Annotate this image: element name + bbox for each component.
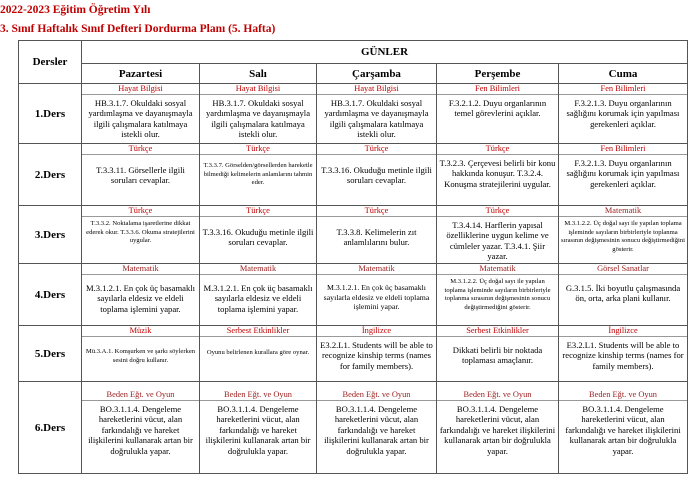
lesson-cell [559, 144, 688, 206]
objective-text: Oyunu belirlenen kurallara göre oynar. [206, 349, 310, 356]
row-label: 2.Ders [19, 144, 82, 206]
row-label: 6.Ders [19, 382, 82, 474]
lesson-cell [317, 326, 437, 382]
weekly-plan-table [18, 40, 688, 474]
lesson-cell [437, 326, 559, 382]
subject-label: Hayat Bilgisi [200, 84, 316, 95]
subject-label: Matematik [200, 264, 316, 275]
lesson-cell [200, 144, 317, 206]
subject-label: Serbest Etkinlikler [200, 326, 316, 337]
subject-label: Türkçe [317, 144, 436, 155]
subject-label: Matematik [82, 264, 199, 275]
objective-text: T.3.4.14. Harflerin yapısal özelliklerine uygun kelime ve cümleler yazar. T.3.4.1. Şiir yazar. [446, 220, 549, 262]
row-label: 4.Ders [19, 264, 82, 326]
table-row [19, 84, 688, 144]
table-row [19, 326, 688, 382]
objective-text: BO.3.1.1.4. Dengeleme hareketlerini vücut, alan farkındalığı ve hareket ilişkilerini kullanarak artan bir doğrulukla yapar. [324, 404, 429, 456]
subject-label: Türkçe [200, 206, 316, 217]
lesson-cell [559, 382, 688, 474]
objective-text: T.3.2.3. Çerçevesi belirli bir konu hakkında konuşur. T.3.2.4. Konuşma stratejilerini uygular. [439, 158, 556, 189]
subject-label: Beden Eğt. ve Oyun [437, 390, 558, 401]
subject-label: Serbest Etkinlikler [437, 326, 558, 337]
objective-text: HB.3.1.7. Okuldaki sosyal yardımlaşma ve dayanışmayla ilgili çalışmalara katılmaya istekli olur. [88, 98, 193, 140]
objective-text: T.3.3.11. Görsellerle ilgili soruları cevaplar. [96, 165, 185, 186]
objective-text: G.3.1.5. İki boyutlu çalışmasında ön, orta, arka plani kullanır. [565, 283, 681, 304]
column-header-gunler: GÜNLER [82, 41, 688, 64]
row-label: 1.Ders [19, 84, 82, 144]
lesson-cell [317, 382, 437, 474]
subject-label: Beden Eğt. ve Oyun [317, 390, 436, 401]
lesson-cell [317, 206, 437, 264]
subject-label: Türkçe [437, 144, 558, 155]
subject-label: Türkçe [200, 144, 316, 155]
objective-text: M.3.1.2.1. En çok üç basamaklı sayılarla eldesiz ve eldeli toplama işlemini yapar. [203, 283, 313, 314]
subject-label: Beden Eğt. ve Oyun [200, 390, 316, 401]
lesson-cell [317, 264, 437, 326]
objective-text: F.3.2.1.3. Duyu organlarının sağlığını korumak için yapılması gerekenleri açıklar. [566, 98, 680, 129]
objective-text: T.3.3.2. Noktalama işaretlerine dikkat ederek okur. T.3.3.6. Okuma stratejilerini uygular. [86, 220, 195, 245]
lesson-cell [82, 382, 200, 474]
objective-text: Dikkati belirli bir noktada toplaması amaçlanır. [452, 345, 543, 366]
subject-label: Müzik [82, 326, 199, 337]
day-header-sali: Salı [200, 64, 317, 84]
lesson-cell [200, 84, 317, 144]
objective-text: T.3.3.16. Okuduğu metinle ilgili soruları cevaplar. [202, 227, 314, 248]
objective-text: T.3.3.16. Okuduğu metinle ilgili soruları cevaplar. [321, 165, 432, 186]
subject-label: Türkçe [82, 144, 199, 155]
subject-label: Türkçe [82, 206, 199, 217]
day-header-persembe: Perşembe [437, 64, 559, 84]
subject-label: Beden Eğt. ve Oyun [82, 390, 199, 401]
document-title: 2022-2023 Eğitim Öğretim Yılı [0, 4, 151, 16]
objective-text: M.3.1.2.2. Üç doğal sayı ile yapılan toplama işleminde sayıların birbirleriyle toplanma sırasının değişmesinin sonucu değiştirmediğini gösterir. [444, 278, 551, 311]
table-row [19, 206, 688, 264]
table-row [19, 382, 688, 474]
table-row [19, 264, 688, 326]
row-label: 5.Ders [19, 326, 82, 382]
lesson-cell [437, 264, 559, 326]
lesson-cell [82, 326, 200, 382]
subject-label: Hayat Bilgisi [82, 84, 199, 95]
objective-text: BO.3.1.1.4. Dengeleme hareketlerini vücut, alan farkındalığı ve hareket ilişkilerini kullanarak artan bir doğrulukla yapar. [205, 404, 311, 456]
lesson-cell [200, 326, 317, 382]
lesson-cell [559, 84, 688, 144]
lesson-cell [559, 206, 688, 264]
subject-label: Türkçe [437, 206, 558, 217]
subject-label: Hayat Bilgisi [317, 84, 436, 95]
row-label: 3.Ders [19, 206, 82, 264]
subject-label: Türkçe [317, 206, 436, 217]
subject-label: İngilizce [559, 326, 687, 337]
subject-label: Fen Bilimleri [559, 84, 687, 95]
objective-text: HB.3.1.7. Okuldaki sosyal yardımlaşma ve dayanışmayla ilgili çalışmalara katılmaya istekli olur. [324, 98, 429, 140]
column-header-dersler: Dersler [19, 41, 82, 84]
lesson-cell [437, 206, 559, 264]
lesson-cell [200, 264, 317, 326]
objective-text: BO.3.1.1.4. Dengeleme hareketlerini vücut, alan farkındalığı ve hareket ilişkilerini kullanarak artan bir doğrulukla yapar. [88, 404, 193, 456]
lesson-cell [437, 144, 559, 206]
lesson-cell [559, 264, 688, 326]
day-header-pazartesi: Pazartesi [82, 64, 200, 84]
lesson-cell [82, 144, 200, 206]
day-header-cuma: Cuma [559, 64, 688, 84]
lesson-cell [82, 206, 200, 264]
objective-text: E3.2.L1. Students will be able to recognize kinship terms (names for family members). [320, 340, 433, 371]
subject-label: Fen Bilimleri [437, 84, 558, 95]
lesson-cell [559, 326, 688, 382]
lesson-cell [200, 206, 317, 264]
table-row [19, 144, 688, 206]
lesson-cell [437, 84, 559, 144]
lesson-cell [437, 382, 559, 474]
day-header-carsamba: Çarşamba [317, 64, 437, 84]
subject-label: Fen Bilimleri [559, 144, 687, 155]
objective-text: HB.3.1.7. Okuldaki sosyal yardımlaşma ve dayanışmayla ilgili çalışmalara katılmaya istekli olur. [205, 98, 311, 140]
subject-label: Görsel Sanatlar [559, 264, 687, 275]
subject-label: İngilizce [317, 326, 436, 337]
objective-text: F.3.2.1.3. Duyu organlarının sağlığını korumak için yapılması gerekenleri açıklar. [566, 158, 680, 189]
lesson-cell [200, 382, 317, 474]
subject-label: Matematik [317, 264, 436, 275]
subject-label: Matematik [559, 206, 687, 217]
objective-text: M.3.1.2.1. En çok üç basamaklı sayılarla eldesiz ve eldeli toplama işlemini yapar. [85, 283, 196, 314]
subject-label: Matematik [437, 264, 558, 275]
objective-text: T.3.3.8. Kelimelerin zıt anlamlılarını bulur. [336, 227, 417, 248]
objective-text: E3.2.L1. Students will be able to recognize kinship terms (names for family members). [562, 340, 684, 371]
objective-text: M.3.1.2.1. En çok üç basamaklı sayılarla eldesiz ve eldeli toplama işlemini yapar. [323, 283, 430, 312]
objective-text: T.3.3.7. Görselden/görsellerden hareketle bilmediği kelimelerin anlamlarını tahmin eder. [203, 162, 313, 187]
lesson-cell [317, 144, 437, 206]
objective-text: M.3.1.2.2. Üç doğal sayı ile yapılan toplama işleminde sayıların birbirleriyle toplanma sırasının değişmesinin sonucu değiştirmediğini gösterir. [561, 220, 685, 253]
objective-text: F.3.2.1.2. Duyu organlarının temel görevlerini açıklar. [448, 98, 547, 119]
subject-label: Beden Eğt. ve Oyun [559, 390, 687, 401]
objective-text: BO.3.1.1.4. Dengeleme hareketlerini vücut, alan farkındalığı ve hareket ilişkilerini kullanarak artan bir doğrulukla yapar. [439, 404, 556, 456]
objective-text: BO.3.1.1.4. Dengeleme hareketlerini vücut, alan farkındalığı ve hareket ilişkilerini kullanarak artan bir doğrulukla yapar. [565, 404, 681, 456]
lesson-cell [82, 264, 200, 326]
lesson-cell [317, 84, 437, 144]
objective-text: Mü.3.A.1. Komşurken ve şarkı söylerken sesini doğru kullanır. [85, 348, 196, 364]
document-subtitle: 3. Sınıf Haftalık Sınıf Defteri Dordurma Planı (5. Hafta) [0, 23, 276, 35]
lesson-cell [82, 84, 200, 144]
